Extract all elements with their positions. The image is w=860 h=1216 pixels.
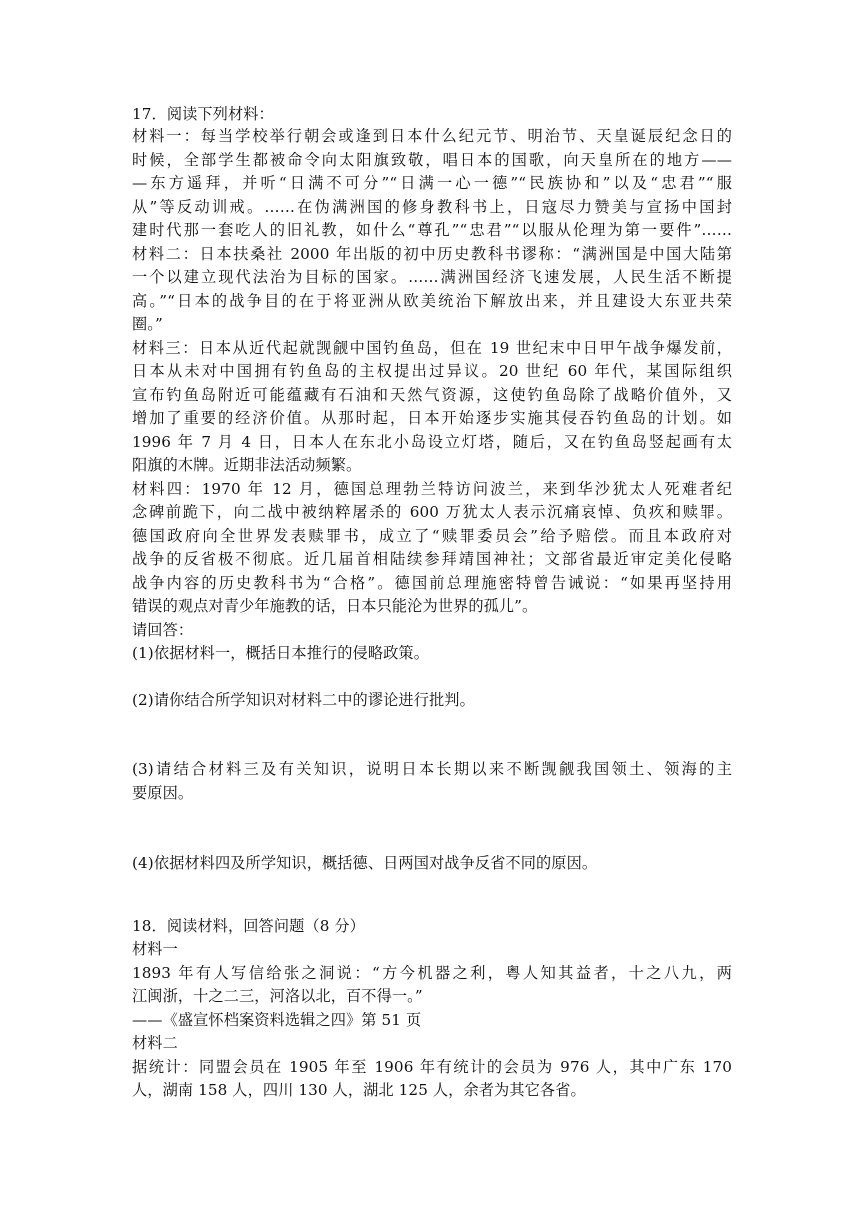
q18-title: 18．阅读材料，回答问题（8 分） [132, 917, 365, 935]
q17-title: 17．阅读下列材料： [132, 105, 274, 123]
q17-material-4-line: 材料四：1970 年 12 月，德国总理勃兰特访问波兰，来到华沙犹太人死难者纪 [132, 480, 732, 498]
q17-material-3-line: 宣布钓鱼岛附近可能蕴藏有石油和天然气资源，这使钓鱼岛除了战略价值外，又 [132, 386, 732, 404]
q17-material-3-line: 增加了重要的经济价值。从那时起，日本开始逐步实施其侵吞钓鱼岛的计划。如 [132, 409, 732, 427]
q17-material-3-line: 日本从未对中国拥有钓鱼岛的主权提出过异议。20 世纪 60 年代，某国际组织 [132, 362, 732, 380]
q17-material-4-line: 战争的反省极不彻底。近几届首相陆续参拜靖国神社；文部省最近审定美化侵略 [132, 550, 732, 568]
q18-material-2-line: 据统计：同盟会员在 1905 年至 1906 年有统计的会员为 976 人，其中广东 170 [132, 1058, 732, 1076]
q17-material-4-line: 战争内容的历史教科书为“合格”。德国前总理施密特曾告诫说：“如果再坚持用 [132, 574, 732, 592]
q17-material-4-line: 错误的观点对青少年施教的话，日本只能沦为世界的孤儿”。 [132, 597, 538, 615]
q18-material-2-line: 人，湖南 158 人，四川 130 人，湖北 125 人，余者为其它各省。 [132, 1081, 586, 1099]
q17-material-1-line: 材料一：每当学校举行朝会或逢到日本什么纪元节、明治节、天皇诞辰纪念日的 [132, 127, 732, 145]
q17-subquestion-2: (2)请你结合所学知识对材料二中的谬论进行批判。 [132, 691, 475, 709]
q18-material-2-label: 材料二 [132, 1034, 178, 1052]
q17-material-2-line: 一个以建立现代法治为目标的国家。……满洲国经济飞速发展，人民生活不断提 [132, 268, 732, 286]
q18-material-1-source: ——《盛宣怀档案资料选辑之四》第 51 页 [132, 1011, 422, 1029]
q17-subquestion-3-line: 要原因。 [132, 784, 194, 802]
q17-subquestion-4: (4)依据材料四及所学知识，概括德、日两国对战争反省不同的原因。 [132, 854, 598, 872]
q17-material-2-line: 圈。” [132, 315, 163, 333]
q17-subquestion-3-line: (3)请结合材料三及有关知识，说明日本长期以来不断觊觎我国领土、领海的主 [132, 760, 732, 778]
q17-prompt: 请回答： [132, 621, 194, 639]
q18-material-1-line: 1893 年有人写信给张之洞说：“方今机器之利，粤人知其益者，十之八九，两 [132, 964, 732, 982]
q17-material-3-line: 1996 年 7 月 4 日，日本人在东北小岛设立灯塔，随后，又在钓鱼岛竖起画有太 [132, 433, 732, 451]
q17-material-2-line: 材料二：日本扶桑社 2000 年出版的初中历史教科书谬称：“满洲国是中国大陆第 [132, 245, 732, 263]
q17-material-4-line: 德国政府向全世界发表赎罪书，成立了“赎罪委员会”给予赔偿。而且本政府对 [132, 527, 732, 545]
q17-material-1-line: 从”等反动训戒。……在伪满洲国的修身教科书上，日寇尽力赞美与宣扬中国封 [132, 198, 732, 216]
q18-material-1-line: 江闽浙，十之二三，河洛以北，百不得一。” [132, 987, 423, 1005]
q17-material-3-line: 材料三：日本从近代起就觊觎中国钓鱼岛，但在 19 世纪末中日甲午战争爆发前， [132, 339, 732, 357]
q17-material-1-line: 时候，全部学生都被命令向太阳旗致敬，唱日本的国歌，向天皇所在的地方—— [132, 151, 732, 169]
q17-material-1-line: 建时代那一套吃人的旧礼教，如什么“尊孔”“忠君”“以服从伦理为第一要件”…… [132, 221, 732, 239]
q17-subquestion-1: (1)依据材料一，概括日本推行的侵略政策。 [132, 644, 429, 662]
q17-material-3-line: 阳旗的木牌。近期非法活动频繁。 [132, 456, 362, 474]
q17-material-2-line: 高。”“日本的战争目的在于将亚洲从欧美统治下解放出来，并且建设大东亚共荣 [132, 292, 732, 310]
q18-material-1-label: 材料一 [132, 940, 178, 958]
q17-material-1-line: —东方遥拜，并听“日满不可分”“日满一心一德”“民族协和”以及“忠君”“服 [132, 174, 732, 192]
q17-material-4-line: 念碑前跪下，向二战中被纳粹屠杀的 600 万犹太人表示沉痛哀悼、负疚和赎罪。 [132, 503, 732, 521]
